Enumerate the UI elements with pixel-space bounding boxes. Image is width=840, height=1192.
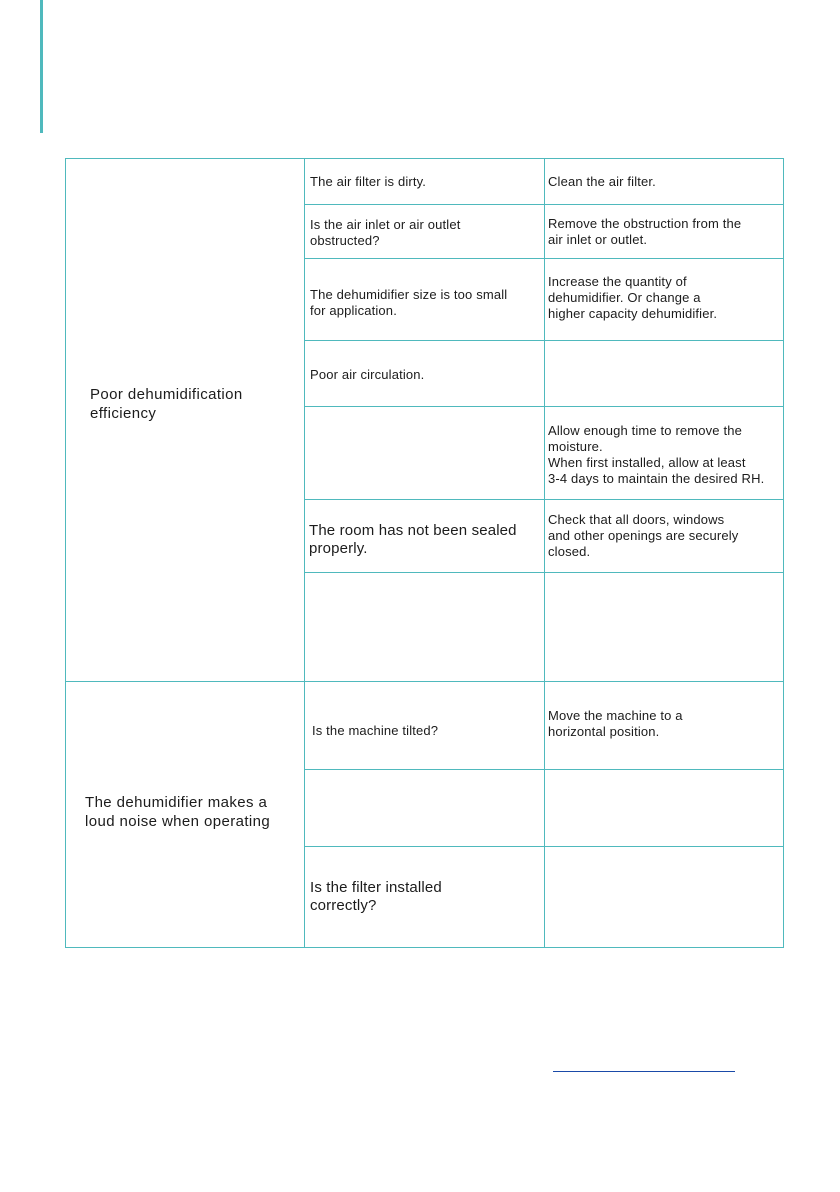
table-border-top [65,158,784,159]
table-border-right [783,158,784,948]
cause-cell: The room has not been sealed properly. [309,522,517,557]
cause-cell: Poor air circulation. [310,367,425,382]
row-divider [304,340,784,341]
row-divider [304,258,784,259]
cause-cell: Is the filter installed correctly? [310,879,442,914]
column-divider [304,158,305,948]
solution-cell: Remove the obstruction from the air inlet or outlet. [548,216,742,247]
row-divider [304,769,784,770]
table-border-left [65,158,66,948]
category-divider [65,681,784,682]
category-label: Poor dehumidification efficiency [90,386,243,422]
footer-link-underline[interactable] [553,1071,735,1072]
cause-cell: The air filter is dirty. [310,174,427,189]
solution-cell: Clean the air filter. [548,174,656,189]
solution-cell: Check that all doors, windows and other openings are securely closed. [548,512,739,559]
category-label: The dehumidifier makes a loud noise when operating [85,794,271,830]
table-border-bottom [65,947,784,948]
solution-cell: Move the machine to a horizontal position. [548,708,683,739]
solution-cell: Allow enough time to remove the moisture. When first installed, allow at least 3-4 days to maintain the desired RH. [548,423,765,486]
cause-cell: Is the air inlet or air outlet obstructed? [310,217,461,248]
row-divider [304,204,784,205]
cause-cell: The dehumidifier size is too small for application. [310,287,508,318]
cause-cell: Is the machine tilted? [312,723,439,738]
solution-cell: Increase the quantity of dehumidifier. Or change a higher capacity dehumidifier. [548,274,718,321]
column-divider [544,158,545,948]
accent-bar [40,0,43,133]
row-divider [304,572,784,573]
row-divider [304,406,784,407]
row-divider [304,499,784,500]
row-divider [304,846,784,847]
